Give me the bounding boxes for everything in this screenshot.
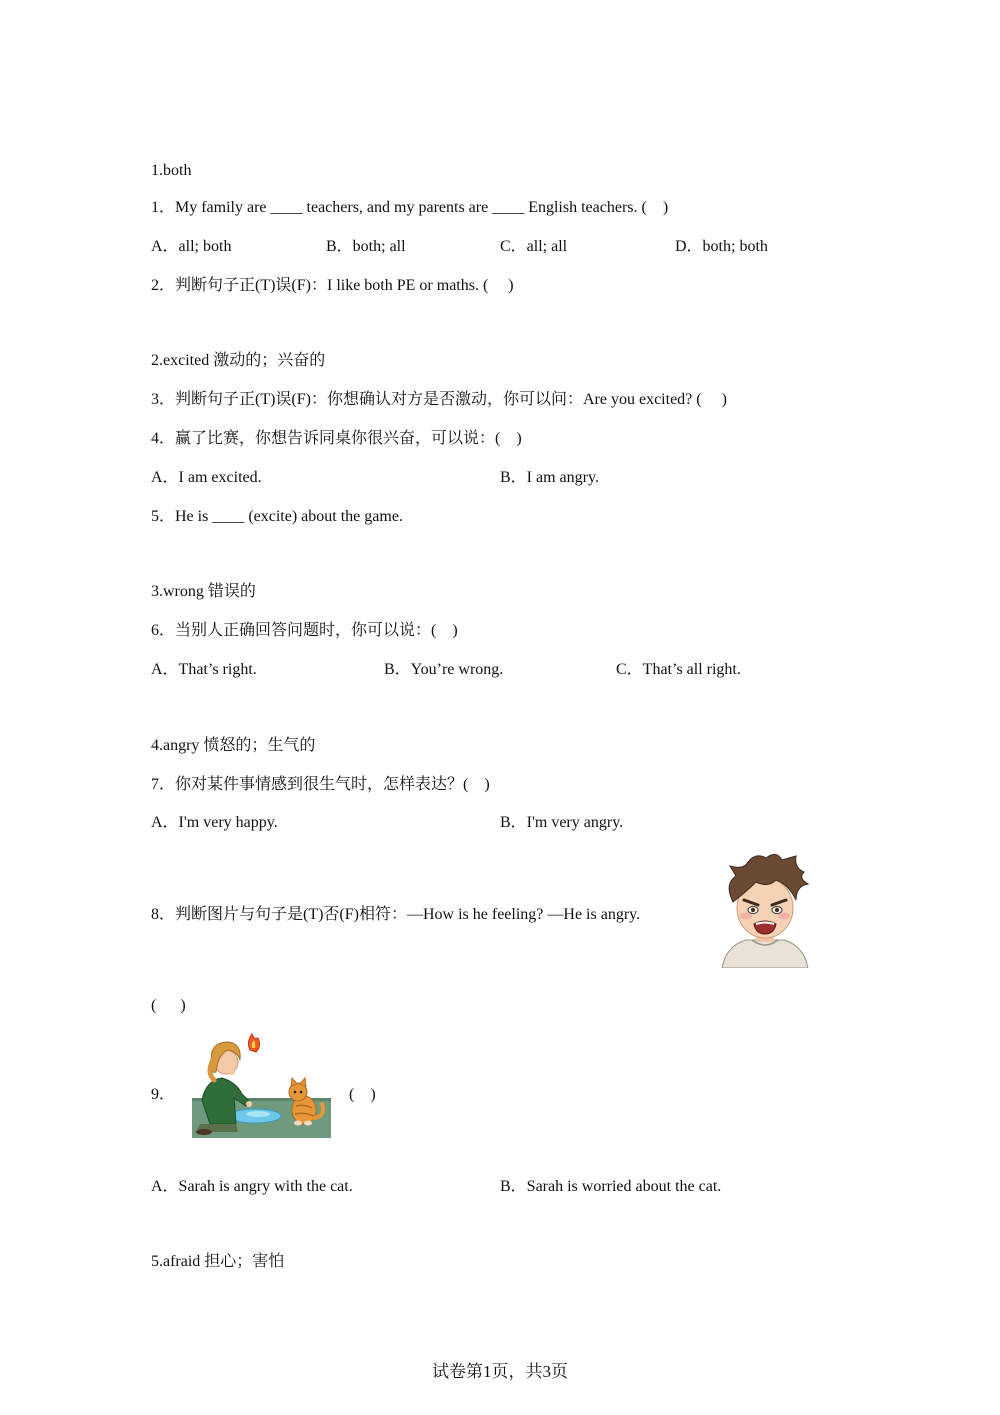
q8-answer-bracket: ( ) (151, 997, 186, 1014)
question-1: 1．My family are ____ teachers, and my parents are ____ English teachers. ( ) (151, 199, 669, 216)
q9-option-a: A．Sarah is angry with the cat. (151, 1178, 353, 1195)
angry-boy-image (716, 850, 814, 968)
question-6: 6．当别人正确回答问题时，你可以说：( ) (151, 622, 458, 639)
girl-and-cat-image (192, 1028, 331, 1138)
q7-option-b: B．I'm very angry. (500, 814, 624, 831)
q6-option-b: B．You’re wrong. (384, 661, 504, 678)
q6-option-a: A．That’s right. (151, 661, 257, 678)
q4-option-a: A．I am excited. (151, 469, 262, 486)
section-heading-both: 1.both (151, 162, 192, 179)
section-heading-angry: 4.angry 愤怒的；生气的 (151, 737, 316, 754)
q1-option-a: A．all; both (151, 238, 232, 255)
q4-option-b: B．I am angry. (500, 469, 599, 486)
section-heading-afraid: 5.afraid 担心；害怕 (151, 1253, 285, 1270)
page-footer: 试卷第1页，共3页 (432, 1362, 568, 1381)
q1-option-d: D．both; both (675, 238, 768, 255)
section-heading-excited: 2.excited 激动的；兴奋的 (151, 352, 326, 369)
question-5: 5．He is ____ (excite) about the game. (151, 508, 403, 525)
question-3: 3．判断句子正(T)误(F)：你想确认对方是否激动，你可以问：Are you excited? ( ) (151, 391, 727, 408)
question-8: 8．判断图片与句子是(T)否(F)相符：—How is he feeling? —He is angry. (151, 906, 641, 923)
question-7: 7．你对某件事情感到很生气时，怎样表达？( ) (151, 776, 490, 793)
q9-answer-bracket: ( ) (349, 1086, 376, 1103)
question-2: 2．判断句子正(T)误(F)：I like both PE or maths. ( ) (151, 277, 514, 294)
question-9-number: 9． (151, 1086, 176, 1103)
q9-option-b: B．Sarah is worried about the cat. (500, 1178, 722, 1195)
section-heading-wrong: 3.wrong 错误的 (151, 583, 256, 600)
question-4: 4．赢了比赛，你想告诉同桌你很兴奋，可以说：( ) (151, 430, 522, 447)
q6-option-c: C．That’s all right. (616, 661, 741, 678)
q1-option-c: C．all; all (500, 238, 568, 255)
q1-option-b: B．both; all (326, 238, 406, 255)
q7-option-a: A．I'm very happy. (151, 814, 278, 831)
